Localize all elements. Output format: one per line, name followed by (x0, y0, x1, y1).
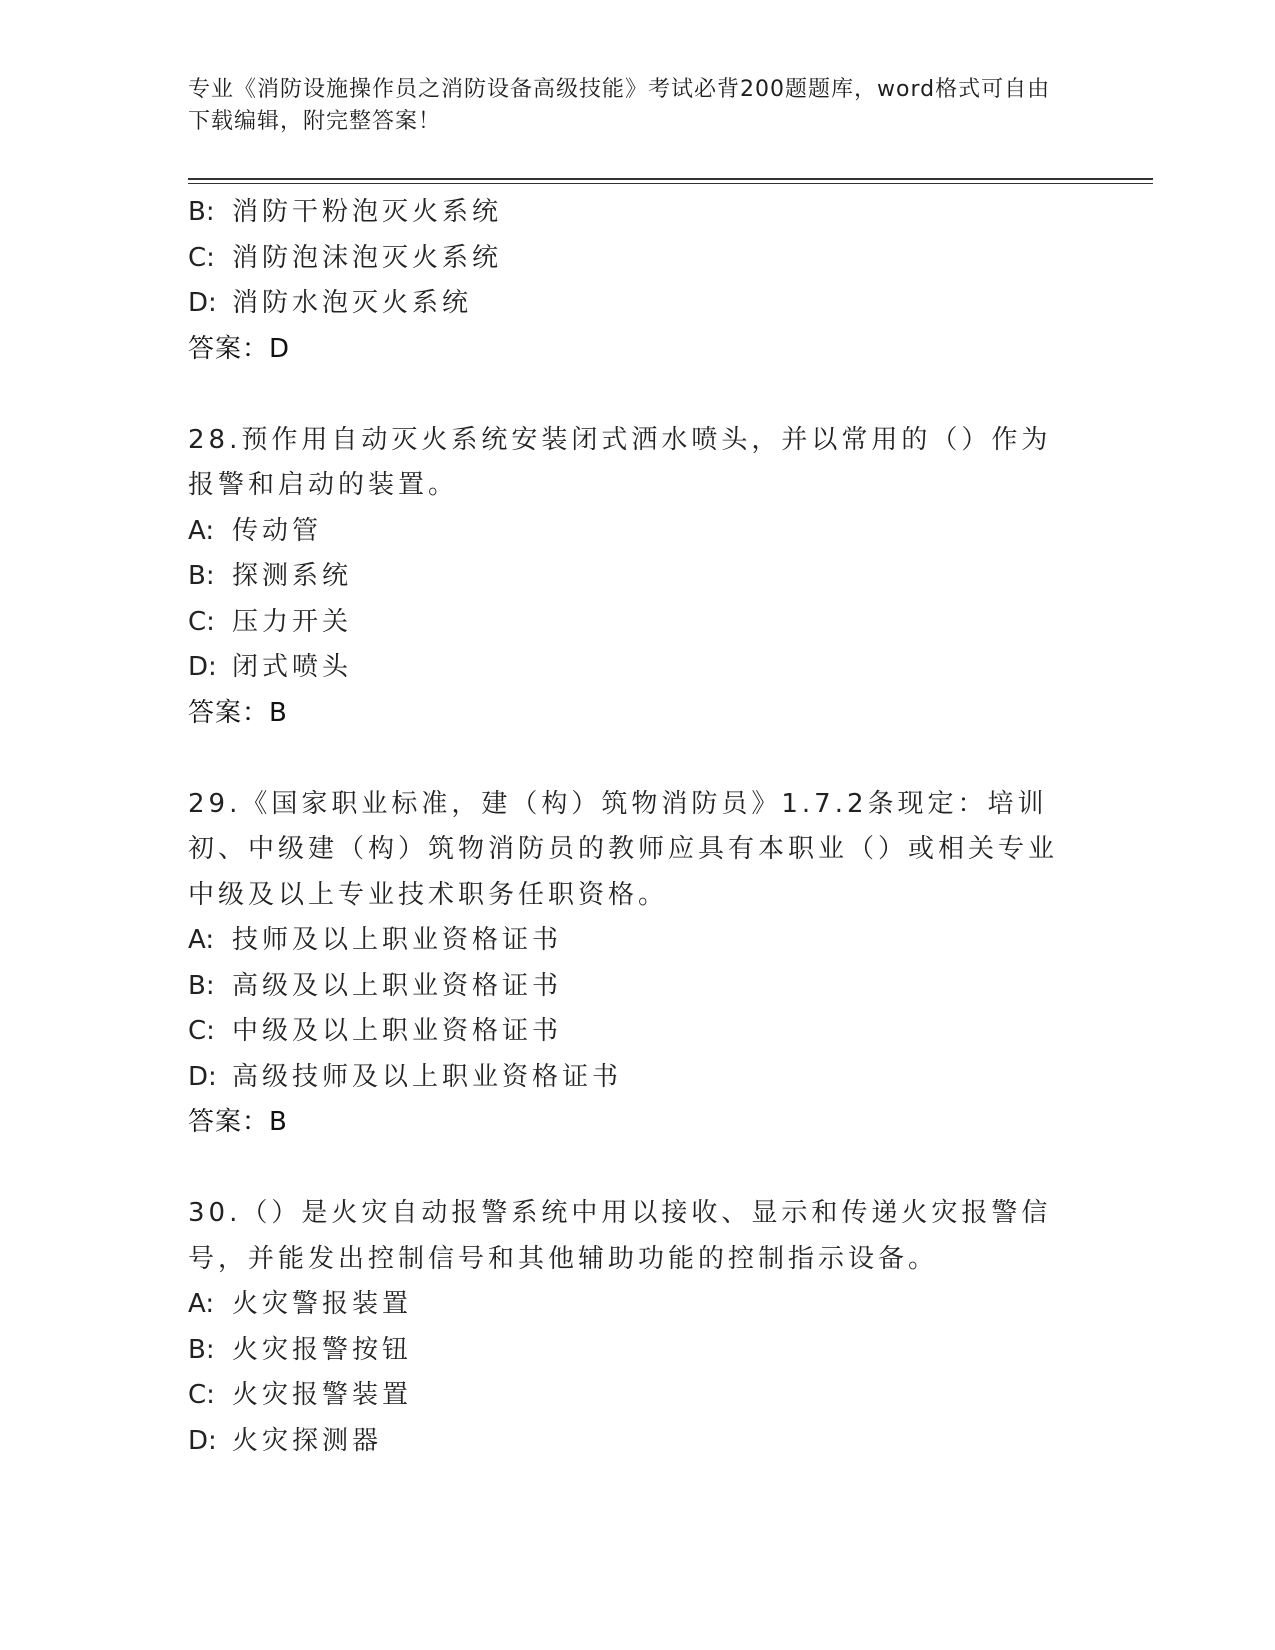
option-c: C: 中级及以上职业资格证书 (188, 1016, 563, 1046)
option-b: B: 消防干粉泡灭火系统 (188, 197, 503, 227)
header-divider-thin (188, 183, 1153, 184)
question-30 (188, 1191, 1088, 1464)
option-b: B: 探测系统 (188, 561, 353, 591)
option-d: D: 闭式喷头 (188, 652, 353, 682)
document-header: 专业《消防设施操作员之消防设备高级技能》考试必背200题题库，word格式可自由下载编辑，附完整答案！ (188, 77, 1051, 134)
option-a: A: 火灾警报装置 (188, 1289, 413, 1319)
option-d: D: 火灾探测器 (188, 1425, 383, 1456)
question-text: 28.预作用自动灭火系统安装闭式洒水喷头，并以常用的（）作为报警和启动的装置。 (188, 424, 1052, 500)
option-c: C: 消防泡沫泡灭火系统 (188, 242, 503, 273)
option-a: A: 技师及以上职业资格证书 (188, 925, 563, 955)
question-text: 30.（）是火灾自动报警系统中用以接收、显示和传递火灾报警信号，并能发出控制信号和其他辅助功能的控制指示设备。 (188, 1198, 1052, 1274)
question-29 (188, 782, 1088, 1146)
option-b: B: 火灾报警按钮 (188, 1334, 413, 1365)
answer: 答案：B (188, 1107, 288, 1137)
option-c: C: 火灾报警装置 (188, 1380, 413, 1410)
option-d: D: 消防水泡灭火系统 (188, 288, 473, 318)
question-28 (188, 418, 1088, 737)
option-d: D: 高级技师及以上职业资格证书 (188, 1061, 623, 1092)
answer: 答案：D (188, 333, 291, 364)
question-list (188, 190, 1088, 1464)
header-divider-thick (188, 178, 1153, 180)
option-a: A: 传动管 (188, 515, 323, 546)
question-27 (188, 190, 1088, 372)
answer: 答案：B (188, 697, 288, 728)
option-b: B: 高级及以上职业资格证书 (188, 970, 563, 1001)
option-c: C: 压力开关 (188, 606, 353, 637)
question-text: 29.《国家职业标准，建（构）筑物消防员》1.7.2条现定：培训初、中级建（构）筑物消防员的教师应具有本职业（）或相关专业中级及以上专业技术职务任职资格。 (188, 788, 1059, 910)
